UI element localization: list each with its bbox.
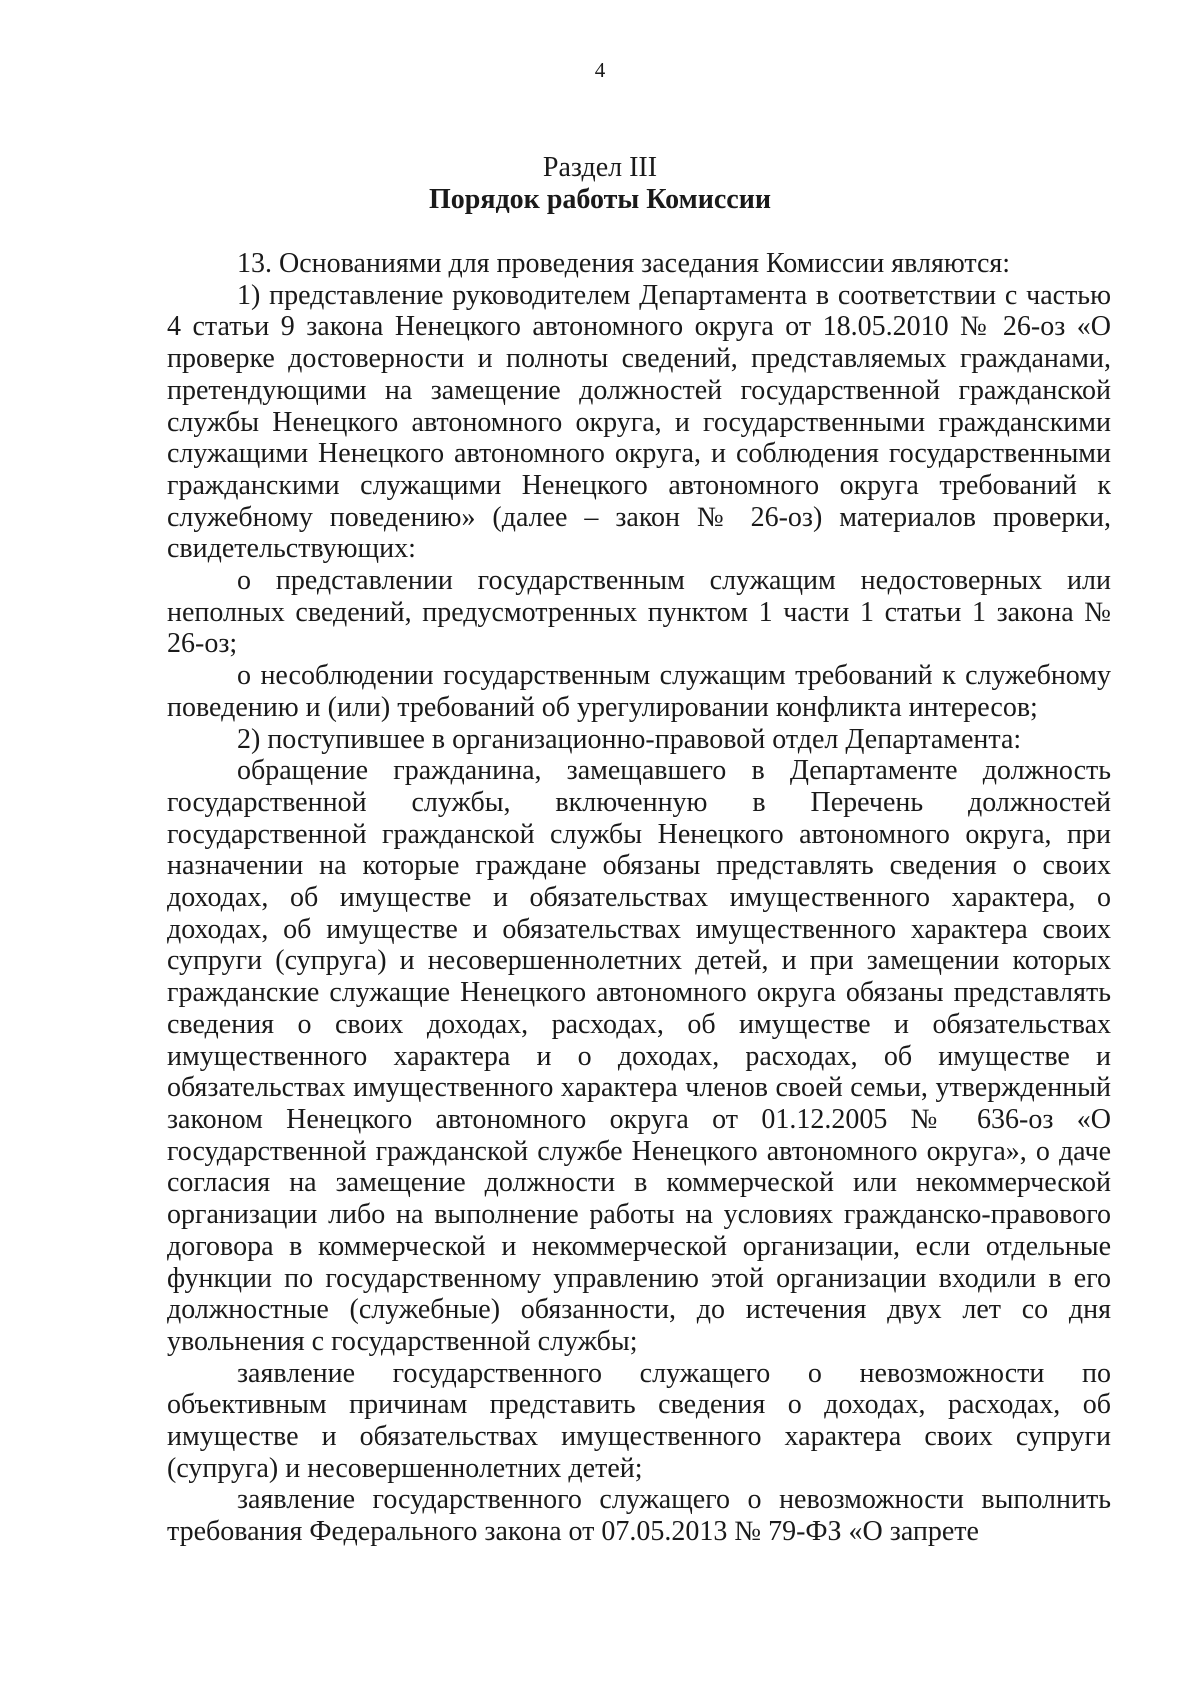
paragraph: 13. Основаниями для проведения заседания Комиссии являются: <box>237 248 1011 279</box>
document-body <box>167 248 1111 1548</box>
page-number: 4 <box>594 58 606 82</box>
paragraph: заявление государственного служащего о невозможности выполнить требования Федерального закона от 07.05.2013 № 79-ФЗ «О запрете <box>167 1484 1111 1548</box>
paragraph: о несоблюдении государственным служащим требований к служебному поведению и (или) требований об урегулировании конфликта интересов; <box>167 660 1111 723</box>
paragraph: обращение гражданина, замещавшего в Департаменте должность государственной службы, включенную в Перечень должностей государственной гражданской службы Ненецкого автономного округа, при назначении на которые граждане обязаны представлять сведения о своих доходах, об имуществе и обязательствах имущественного характера, о доходах, об имуществе и обязательствах имущественного характера своих супруги (супруга) и несовершеннолетних детей, и при замещении которых гражданские служащие Ненецкого автономного округа обязаны представлять сведения о своих доходах, расходах, об имуществе и обязательствах имущественного характера и о доходах, расходах, об имуществе и обязательствах имущественного характера членов своей семьи, утвержденный законом Ненецкого автономного округа от 01.12.2005 № 636-оз «О государственной гражданской службе Ненецкого автономного округа», о даче согласия на замещение должности в коммерческой или некоммерческой организации либо на выполнение работы на условиях гражданско-правового договора в коммерческой и некоммерческой организации, если отдельные функции по государственному управлению этой организации входили в его должностные (служебные) обязанности, до истечения двух лет со дня увольнения с государственной службы; <box>167 755 1111 1357</box>
section-title: Порядок работы Комиссии <box>429 184 771 215</box>
paragraph: заявление государственного служащего о невозможности по объективным причинам представить сведения о доходах, расходах, об имуществе и обязательствах имущественного характера своих супруги (супруга) и несовершеннолетних детей; <box>167 1357 1111 1484</box>
paragraph: 2) поступившее в организационно-правовой отдел Департамента: <box>237 723 1022 755</box>
section-label: Раздел III <box>542 152 658 183</box>
paragraph: о представлении государственным служащим недостоверных или неполных сведений, предусмотренных пунктом 1 части 1 статьи 1 закона № 26-оз; <box>167 565 1111 660</box>
paragraph: 1) представление руководителем Департамента в соответствии с частью 4 статьи 9 закона Ненецкого автономного округа от 18.05.2010 № 26-оз «О проверке достоверности и полноты сведений, представляемых гражданами, претендующими на замещение должностей государственной гражданской службы Ненецкого автономного округа, и государственными гражданскими служащими Ненецкого автономного округа, и соблюдения государственными гражданскими служащими Ненецкого автономного округа требований к служебному поведению» (далее – закон № 26-оз) материалов проверки, свидетельствующих: <box>167 279 1111 565</box>
